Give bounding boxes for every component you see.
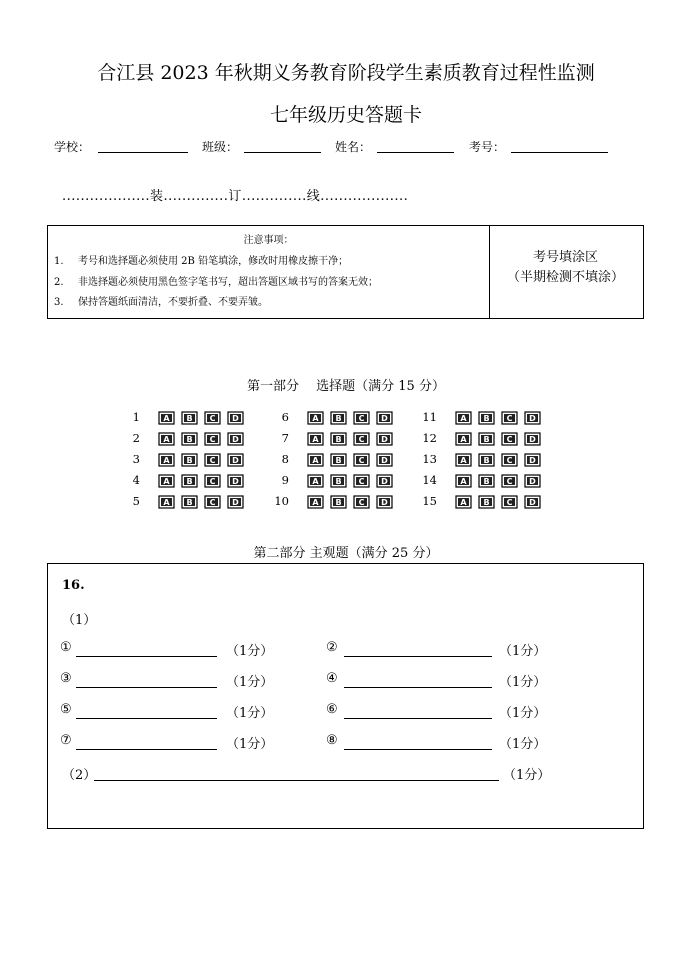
answer-box <box>47 563 644 829</box>
notice-item: 1. 考号和选择题必须使用 2B 铅笔填涂，修改时用橡皮擦干净； <box>54 256 349 267</box>
option-letter: C <box>358 456 365 466</box>
option-letter: D <box>381 435 388 445</box>
question-number-8: 8 <box>281 452 289 466</box>
answer-bubbles-14 <box>455 474 541 488</box>
blank-score: （1分） <box>499 644 547 659</box>
option-letter: C <box>506 435 513 445</box>
option-letter: D <box>232 456 239 466</box>
option-letter: C <box>358 477 365 487</box>
option-bubble-d[interactable] <box>376 495 393 509</box>
answer-blank-1[interactable] <box>76 655 217 657</box>
exam-id-fill-area[interactable] <box>489 226 642 318</box>
option-bubble-a[interactable] <box>158 453 175 467</box>
question-number-7: 7 <box>281 431 289 445</box>
question-number-1: 1 <box>132 410 140 424</box>
answer-blank-2[interactable] <box>344 655 492 657</box>
option-bubble-d[interactable] <box>376 411 393 425</box>
option-letter: B <box>483 435 490 445</box>
blank-score: （1分） <box>226 706 274 721</box>
option-bubble-c[interactable] <box>501 495 518 509</box>
option-bubble-d[interactable] <box>227 495 244 509</box>
notice-heading: 注意事项： <box>243 235 294 246</box>
option-bubble-a[interactable] <box>455 432 472 446</box>
option-bubble-c[interactable] <box>353 453 370 467</box>
question-number-12: 12 <box>422 431 437 445</box>
exam-id-area-note: （半期检测不填涂） <box>506 270 624 285</box>
option-bubble-a[interactable] <box>307 453 324 467</box>
option-letter: C <box>358 498 365 508</box>
option-letter: B <box>335 477 342 487</box>
question-number-11: 11 <box>422 410 437 424</box>
answer-bubbles-6 <box>307 411 393 425</box>
answer-blank-8[interactable] <box>344 748 492 750</box>
exam-id-area-title: 考号填涂区 <box>532 250 598 265</box>
blank-score: （1分） <box>503 768 551 783</box>
blank-label: ① <box>60 640 72 655</box>
blank-label: ⑤ <box>60 702 72 717</box>
option-letter: A <box>460 456 467 466</box>
exam-number-field[interactable] <box>511 138 608 153</box>
option-bubble-b[interactable] <box>330 432 347 446</box>
notice-item: 2. 非选择题必须使用黑色签字笔书写，超出答题区域书写的答案无效； <box>54 277 378 288</box>
option-letter: B <box>335 435 342 445</box>
option-letter: C <box>209 456 216 466</box>
option-bubble-d[interactable] <box>376 474 393 488</box>
question-number-9: 9 <box>281 473 289 487</box>
option-bubble-b[interactable] <box>330 453 347 467</box>
answer-blank-7[interactable] <box>76 748 217 750</box>
option-letter: C <box>209 414 216 424</box>
option-letter: A <box>163 498 170 508</box>
option-letter: D <box>232 414 239 424</box>
option-letter: B <box>483 456 490 466</box>
option-letter: D <box>381 456 388 466</box>
option-bubble-b[interactable] <box>181 432 198 446</box>
option-letter: B <box>483 498 490 508</box>
answer-bubbles-11 <box>455 411 541 425</box>
option-bubble-c[interactable] <box>501 432 518 446</box>
option-letter: A <box>163 456 170 466</box>
option-bubble-c[interactable] <box>204 432 221 446</box>
option-bubble-c[interactable] <box>204 453 221 467</box>
part2-title: 第二部分 主观题（满分 25 分） <box>253 546 439 561</box>
answer-bubbles-9 <box>307 474 393 488</box>
option-letter: D <box>381 498 388 508</box>
option-letter: B <box>186 414 193 424</box>
option-letter: B <box>186 477 193 487</box>
question-number: 16. <box>62 578 85 593</box>
option-bubble-a[interactable] <box>307 474 324 488</box>
option-letter: B <box>186 498 193 508</box>
option-letter: A <box>460 435 467 445</box>
option-letter: A <box>163 477 170 487</box>
question-number-5: 5 <box>132 494 140 508</box>
binding-line: ...................装..............订..............线................... <box>62 189 409 204</box>
option-letter: B <box>335 498 342 508</box>
option-bubble-c[interactable] <box>204 474 221 488</box>
question-number-13: 13 <box>422 452 437 466</box>
question-number-3: 3 <box>132 452 140 466</box>
option-bubble-c[interactable] <box>353 495 370 509</box>
option-letter: D <box>232 498 239 508</box>
option-letter: C <box>358 414 365 424</box>
option-bubble-b[interactable] <box>330 411 347 425</box>
option-bubble-a[interactable] <box>455 495 472 509</box>
option-letter: C <box>506 456 513 466</box>
blank-score: （1分） <box>499 737 547 752</box>
option-bubble-b[interactable] <box>478 495 495 509</box>
answer-bubbles-10 <box>307 495 393 509</box>
option-letter: C <box>506 498 513 508</box>
option-bubble-a[interactable] <box>307 495 324 509</box>
option-bubble-d[interactable] <box>524 411 541 425</box>
option-bubble-d[interactable] <box>376 432 393 446</box>
blank-label: ⑧ <box>326 733 338 748</box>
answer-bubbles-1 <box>158 411 244 425</box>
blank-label: ⑦ <box>60 733 72 748</box>
blank-label: ④ <box>326 671 338 686</box>
blank-label: ⑥ <box>326 702 338 717</box>
answer-blank-sub2[interactable] <box>94 779 499 781</box>
option-letter: B <box>335 456 342 466</box>
blank-score: （1分） <box>226 737 274 752</box>
option-bubble-d[interactable] <box>524 453 541 467</box>
option-letter: D <box>529 477 536 487</box>
name-field[interactable] <box>377 138 454 153</box>
page-title: 合江县 2023 年秋期义务教育阶段学生素质教育过程性监测 <box>97 62 595 84</box>
option-letter: C <box>209 435 216 445</box>
option-bubble-c[interactable] <box>204 495 221 509</box>
question-number-4: 4 <box>132 473 140 487</box>
option-bubble-b[interactable] <box>478 411 495 425</box>
option-bubble-b[interactable] <box>181 495 198 509</box>
question-number-6: 6 <box>281 410 289 424</box>
option-bubble-a[interactable] <box>158 474 175 488</box>
option-bubble-d[interactable] <box>227 474 244 488</box>
option-letter: A <box>163 414 170 424</box>
option-bubble-d[interactable] <box>524 474 541 488</box>
notice-instructions <box>48 226 490 318</box>
answer-bubbles-13 <box>455 453 541 467</box>
option-bubble-a[interactable] <box>158 411 175 425</box>
option-letter: D <box>529 414 536 424</box>
blank-score: （1分） <box>226 644 274 659</box>
option-letter: D <box>232 435 239 445</box>
option-letter: B <box>483 477 490 487</box>
answer-bubbles-5 <box>158 495 244 509</box>
option-letter: A <box>312 477 319 487</box>
option-bubble-b[interactable] <box>330 474 347 488</box>
option-bubble-d[interactable] <box>376 453 393 467</box>
option-letter: B <box>335 414 342 424</box>
option-letter: B <box>186 456 193 466</box>
option-letter: C <box>506 477 513 487</box>
option-letter: D <box>381 477 388 487</box>
option-bubble-c[interactable] <box>353 411 370 425</box>
option-bubble-c[interactable] <box>501 474 518 488</box>
question-number-10: 10 <box>274 494 289 508</box>
option-letter: A <box>312 456 319 466</box>
answer-bubbles-12 <box>455 432 541 446</box>
sub-question-2-label: （2） <box>62 768 97 783</box>
option-letter: A <box>312 414 319 424</box>
option-letter: A <box>460 477 467 487</box>
answer-bubbles-8 <box>307 453 393 467</box>
option-bubble-a[interactable] <box>455 474 472 488</box>
option-bubble-d[interactable] <box>524 432 541 446</box>
notice-item: 3. 保持答题纸面清洁，不要折叠、不要弄皱。 <box>54 297 268 308</box>
option-bubble-b[interactable] <box>181 474 198 488</box>
option-bubble-d[interactable] <box>227 411 244 425</box>
option-letter: A <box>460 498 467 508</box>
option-letter: C <box>209 498 216 508</box>
option-letter: A <box>163 435 170 445</box>
answer-bubbles-15 <box>455 495 541 509</box>
question-number-15: 15 <box>422 494 437 508</box>
option-letter: C <box>358 435 365 445</box>
question-number-14: 14 <box>422 473 437 487</box>
option-letter: D <box>232 477 239 487</box>
option-bubble-a[interactable] <box>158 432 175 446</box>
school-label: 学校： <box>54 140 91 154</box>
answer-blank-4[interactable] <box>344 686 492 688</box>
option-bubble-c[interactable] <box>501 411 518 425</box>
option-bubble-b[interactable] <box>181 411 198 425</box>
option-letter: C <box>506 414 513 424</box>
option-bubble-c[interactable] <box>353 474 370 488</box>
option-letter: B <box>186 435 193 445</box>
option-letter: A <box>312 435 319 445</box>
blank-label: ② <box>326 640 338 655</box>
exam-number-label: 考号： <box>469 140 506 154</box>
blank-label: ③ <box>60 671 72 686</box>
option-bubble-d[interactable] <box>524 495 541 509</box>
option-bubble-c[interactable] <box>501 453 518 467</box>
answer-bubbles-4 <box>158 474 244 488</box>
name-label: 姓名： <box>335 140 372 154</box>
option-bubble-a[interactable] <box>455 411 472 425</box>
option-bubble-c[interactable] <box>353 432 370 446</box>
notice-box <box>47 225 644 319</box>
answer-bubbles-3 <box>158 453 244 467</box>
option-bubble-a[interactable] <box>455 453 472 467</box>
option-bubble-b[interactable] <box>181 453 198 467</box>
class-field[interactable] <box>244 138 321 153</box>
class-label: 班级： <box>202 140 239 154</box>
option-bubble-b[interactable] <box>330 495 347 509</box>
answer-bubbles-2 <box>158 432 244 446</box>
option-letter: D <box>529 456 536 466</box>
option-letter: A <box>460 414 467 424</box>
option-letter: D <box>381 414 388 424</box>
blank-score: （1分） <box>499 706 547 721</box>
answer-blank-3[interactable] <box>76 686 217 688</box>
option-letter: A <box>312 498 319 508</box>
sub-question-1-label: （1） <box>62 613 97 628</box>
option-letter: B <box>483 414 490 424</box>
option-bubble-d[interactable] <box>227 432 244 446</box>
question-number-2: 2 <box>132 431 140 445</box>
option-bubble-b[interactable] <box>478 432 495 446</box>
blank-score: （1分） <box>226 675 274 690</box>
option-letter: D <box>529 435 536 445</box>
option-letter: C <box>209 477 216 487</box>
blank-score: （1分） <box>499 675 547 690</box>
option-bubble-b[interactable] <box>478 474 495 488</box>
answer-blank-6[interactable] <box>344 717 492 719</box>
option-bubble-a[interactable] <box>307 411 324 425</box>
answer-blank-5[interactable] <box>76 717 217 719</box>
option-letter: D <box>529 498 536 508</box>
answer-bubbles-7 <box>307 432 393 446</box>
option-bubble-d[interactable] <box>227 453 244 467</box>
option-bubble-a[interactable] <box>307 432 324 446</box>
part1-title: 第一部分 选择题（满分 15 分） <box>247 379 445 394</box>
page-subtitle: 七年级历史答题卡 <box>269 104 422 126</box>
school-field[interactable] <box>98 138 188 153</box>
option-bubble-c[interactable] <box>204 411 221 425</box>
option-bubble-b[interactable] <box>478 453 495 467</box>
option-bubble-a[interactable] <box>158 495 175 509</box>
